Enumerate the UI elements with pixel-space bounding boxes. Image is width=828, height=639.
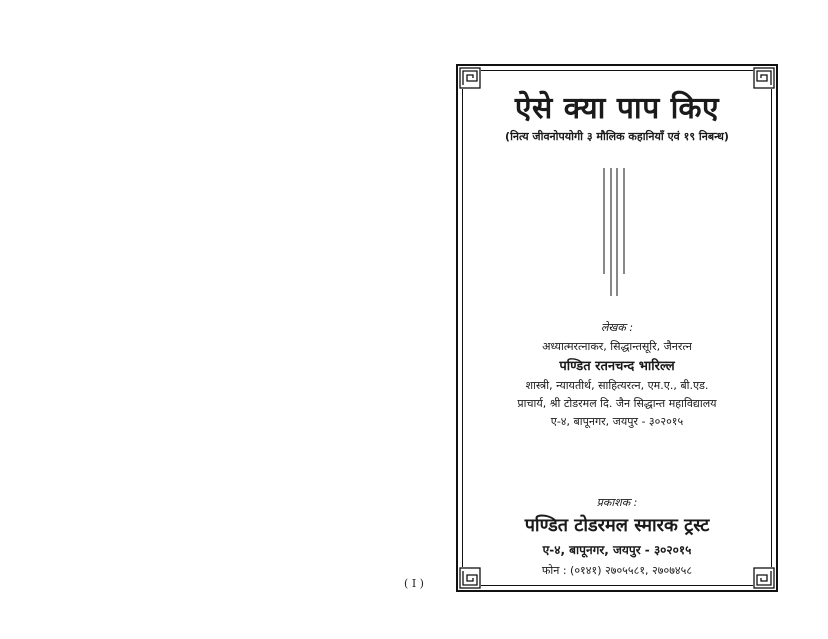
page-number: ( I ) xyxy=(404,577,424,590)
publisher-address: ए-४, बापूनगर, जयपुर - ३०२०१५ xyxy=(542,543,692,557)
book-title: ऐसे क्या पाप किए xyxy=(514,91,720,126)
author-epithet: अध्यात्मरत्नाकर, सिद्धान्तसूरि, जैनरत्न xyxy=(542,340,692,353)
decorative-vertical-lines xyxy=(600,168,630,296)
author-address: ए-४, बापूनगर, जयपुर - ३०२०१५ xyxy=(550,415,684,428)
author-name: पण्डित रतनचन्द भारिल्ल xyxy=(559,359,675,374)
author-label: लेखक : xyxy=(600,321,634,334)
publisher-label: प्रकाशक : xyxy=(596,496,638,509)
author-position: प्राचार्य, श्री टोडरमल दि. जैन सिद्धान्त महाविद्यालय xyxy=(517,397,717,410)
book-subtitle: (नित्य जीवनोपयोगी ३ मौलिक कहानियाँ एवं १९ निबन्ध) xyxy=(505,130,729,143)
publisher-name: पण्डित टोडरमल स्मारक ट्रस्ट xyxy=(524,515,710,536)
publisher-phone: फोन : (०१४१) २७०५५८१, २७०७४५८ xyxy=(541,564,693,577)
author-degrees: शास्त्री, न्यायतीर्थ, साहित्यरत्न, एम.ए., बी.एड. xyxy=(525,379,709,392)
